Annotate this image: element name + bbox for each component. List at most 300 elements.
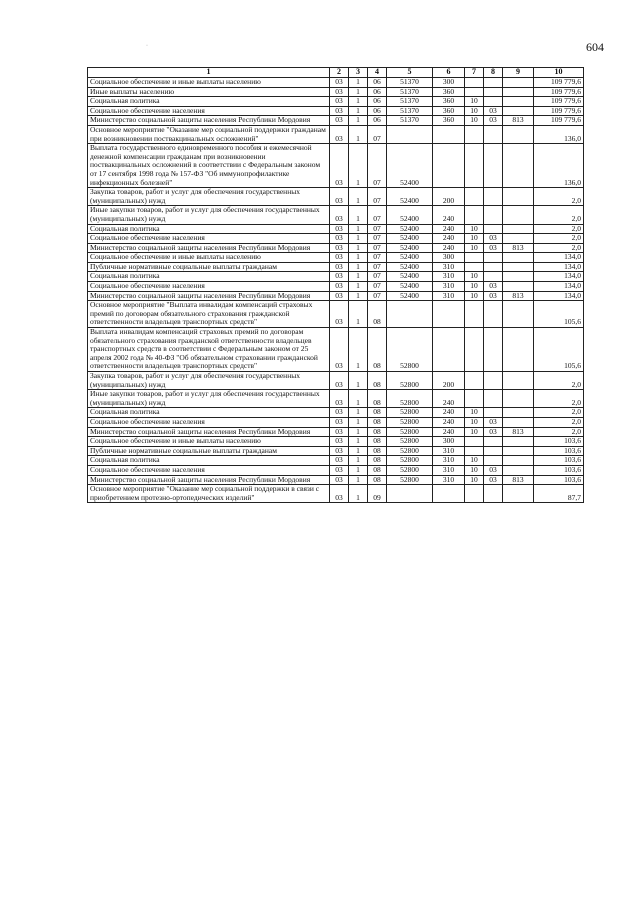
cell-col-9 (503, 437, 534, 447)
budget-table (87, 67, 584, 503)
cell-col-7: 10 (465, 427, 484, 437)
page-number: 604 (586, 40, 604, 54)
cell-col-2: 03 (330, 97, 349, 107)
cell-col-5: 52800 (387, 437, 433, 447)
cell-col-8 (484, 301, 503, 328)
cell-amount: 103,6 (534, 465, 584, 475)
cell-description: Министерство социальной защиты населения Республики Мордовия (88, 116, 330, 126)
cell-col-3: 1 (349, 328, 368, 372)
cell-col-5: 52400 (387, 144, 433, 188)
cell-col-5: 51370 (387, 78, 433, 88)
cell-col-7: 10 (465, 456, 484, 466)
cell-col-6: 360 (433, 116, 465, 126)
cell-col-2: 03 (330, 291, 349, 301)
cell-amount: 2,0 (534, 234, 584, 244)
cell-col-4: 07 (368, 282, 387, 292)
cell-col-3: 1 (349, 116, 368, 126)
cell-col-3: 1 (349, 144, 368, 188)
cell-col-4: 06 (368, 87, 387, 97)
cell-amount: 109 779,6 (534, 87, 584, 97)
cell-col-9 (503, 390, 534, 408)
cell-col-6: 240 (433, 243, 465, 253)
cell-col-2: 03 (330, 224, 349, 234)
cell-col-5: 52800 (387, 446, 433, 456)
cell-col-5: 52800 (387, 427, 433, 437)
cell-amount: 2,0 (534, 427, 584, 437)
cell-col-8 (484, 437, 503, 447)
cell-col-7: 10 (465, 116, 484, 126)
cell-col-3: 1 (349, 106, 368, 116)
cell-col-5: 52800 (387, 372, 433, 390)
cell-col-5: 52400 (387, 253, 433, 263)
cell-description: Министерство социальной защиты населения Республики Мордовия (88, 291, 330, 301)
cell-col-2: 03 (330, 243, 349, 253)
cell-amount: 103,6 (534, 475, 584, 485)
cell-col-7 (465, 372, 484, 390)
cell-col-5: 52800 (387, 475, 433, 485)
cell-col-7: 10 (465, 106, 484, 116)
cell-description: Министерство социальной защиты населения Республики Мордовия (88, 243, 330, 253)
cell-description: Социальная политика (88, 97, 330, 107)
cell-amount: 103,6 (534, 456, 584, 466)
column-header-4: 4 (368, 68, 387, 78)
cell-col-4: 08 (368, 437, 387, 447)
cell-col-2: 03 (330, 485, 349, 503)
cell-description: Социальное обеспечение населения (88, 465, 330, 475)
cell-amount: 109 779,6 (534, 116, 584, 126)
cell-description: Основное мероприятие "Оказание мер социальной поддержки гражданам при возникновении поствакцинальных осложнений" (88, 125, 330, 143)
cell-description: Социальная политика (88, 224, 330, 234)
cell-col-3: 1 (349, 224, 368, 234)
cell-description: Выплата государственного единовременного пособия и ежемесячной денежной компенсации гражданам при возникновении поствакцинальных осложнений в соответствии с Федеральным законом от 17 сентября 1998 года № 157-ФЗ "Об иммунопрофилактике инфекционных болезней" (88, 144, 330, 188)
cell-col-6: 310 (433, 465, 465, 475)
cell-col-2: 03 (330, 253, 349, 263)
table-row (88, 456, 584, 466)
cell-col-5: 52400 (387, 234, 433, 244)
cell-description: Публичные нормативные социальные выплаты гражданам (88, 446, 330, 456)
cell-col-7: 10 (465, 465, 484, 475)
cell-col-6: 310 (433, 282, 465, 292)
cell-amount: 2,0 (534, 243, 584, 253)
cell-col-7: 10 (465, 234, 484, 244)
cell-col-8: 03 (484, 116, 503, 126)
cell-col-4: 08 (368, 372, 387, 390)
cell-col-3: 1 (349, 234, 368, 244)
cell-col-8: 03 (484, 234, 503, 244)
cell-col-5: 52400 (387, 243, 433, 253)
cell-col-8: 03 (484, 106, 503, 116)
cell-col-6: 310 (433, 272, 465, 282)
cell-description: Закупка товаров, работ и услуг для обеспечения государственных (муниципальных) нужд (88, 188, 330, 206)
cell-col-3: 1 (349, 78, 368, 88)
cell-col-7: 10 (465, 97, 484, 107)
cell-col-8 (484, 446, 503, 456)
cell-col-6: 200 (433, 188, 465, 206)
cell-col-8 (484, 485, 503, 503)
cell-col-6: 360 (433, 87, 465, 97)
cell-amount: 134,0 (534, 291, 584, 301)
cell-col-8: 03 (484, 243, 503, 253)
cell-col-3: 1 (349, 417, 368, 427)
cell-description: Выплата инвалидам компенсаций страховых премий по договорам обязательного страхования гражданской ответственности владельцев транспортных средств в соответствии с Федеральным законом от 25 апреля 2002 года № 40-ФЗ "Об обязательном страховании гражданской ответственности владельцев транспортных средств" (88, 328, 330, 372)
column-header-1: 1 (88, 68, 330, 78)
cell-col-7 (465, 188, 484, 206)
cell-col-4: 07 (368, 206, 387, 224)
cell-col-5 (387, 301, 433, 328)
cell-col-4: 08 (368, 456, 387, 466)
cell-col-7: 10 (465, 291, 484, 301)
cell-col-7 (465, 390, 484, 408)
cell-col-4: 08 (368, 408, 387, 418)
column-header-2: 2 (330, 68, 349, 78)
cell-col-4: 07 (368, 291, 387, 301)
table-row (88, 485, 584, 503)
cell-col-9: 813 (503, 116, 534, 126)
cell-col-5: 51370 (387, 106, 433, 116)
cell-description: Социальное обеспечение и иные выплаты населению (88, 78, 330, 88)
cell-description: Основное мероприятие "Выплата инвалидам компенсаций страховых премий по договорам обязательного страхования гражданской ответственности владельцев транспортных средств" (88, 301, 330, 328)
cell-col-4: 07 (368, 125, 387, 143)
table-row (88, 437, 584, 447)
column-header-6: 6 (433, 68, 465, 78)
cell-col-6: 240 (433, 417, 465, 427)
cell-col-6: 300 (433, 253, 465, 263)
cell-col-7: 10 (465, 224, 484, 234)
cell-col-5: 52400 (387, 282, 433, 292)
cell-col-3: 1 (349, 485, 368, 503)
cell-col-2: 03 (330, 106, 349, 116)
cell-col-4: 07 (368, 234, 387, 244)
cell-col-4: 08 (368, 475, 387, 485)
cell-col-6: 200 (433, 372, 465, 390)
cell-col-4: 08 (368, 427, 387, 437)
cell-col-7 (465, 328, 484, 372)
cell-col-9 (503, 417, 534, 427)
cell-amount: 103,6 (534, 446, 584, 456)
cell-amount: 2,0 (534, 224, 584, 234)
cell-col-9 (503, 465, 534, 475)
cell-amount: 2,0 (534, 408, 584, 418)
cell-col-7: 10 (465, 272, 484, 282)
cell-col-9 (503, 87, 534, 97)
cell-description: Социальное обеспечение населения (88, 282, 330, 292)
cell-amount: 134,0 (534, 272, 584, 282)
cell-col-4: 08 (368, 301, 387, 328)
cell-description: Социальное обеспечение и иные выплаты населению (88, 437, 330, 447)
cell-col-3: 1 (349, 97, 368, 107)
cell-col-3: 1 (349, 291, 368, 301)
cell-col-3: 1 (349, 408, 368, 418)
scan-speck: · (146, 43, 148, 49)
cell-col-9 (503, 125, 534, 143)
cell-col-8: 03 (484, 427, 503, 437)
cell-col-7: 10 (465, 475, 484, 485)
cell-col-8: 03 (484, 417, 503, 427)
cell-col-2: 03 (330, 417, 349, 427)
cell-col-7 (465, 301, 484, 328)
cell-col-4: 07 (368, 243, 387, 253)
cell-col-4: 08 (368, 465, 387, 475)
cell-col-8 (484, 372, 503, 390)
table-row (88, 465, 584, 475)
cell-col-6: 310 (433, 446, 465, 456)
cell-col-2: 03 (330, 125, 349, 143)
cell-col-5: 52800 (387, 328, 433, 372)
column-header-10: 10 (534, 68, 584, 78)
cell-col-9: 813 (503, 427, 534, 437)
cell-col-4: 07 (368, 188, 387, 206)
cell-description: Социальная политика (88, 456, 330, 466)
cell-col-4: 07 (368, 224, 387, 234)
cell-description: Социальное обеспечение населения (88, 106, 330, 116)
cell-col-3: 1 (349, 465, 368, 475)
cell-col-8 (484, 125, 503, 143)
cell-col-2: 03 (330, 282, 349, 292)
table-row (88, 206, 584, 224)
cell-amount: 109 779,6 (534, 78, 584, 88)
cell-col-6: 360 (433, 106, 465, 116)
cell-col-2: 03 (330, 427, 349, 437)
cell-amount: 134,0 (534, 282, 584, 292)
column-header-3: 3 (349, 68, 368, 78)
cell-col-7 (465, 206, 484, 224)
cell-col-6: 240 (433, 224, 465, 234)
cell-amount: 87,7 (534, 485, 584, 503)
table-row (88, 253, 584, 263)
cell-col-4: 06 (368, 106, 387, 116)
cell-col-6: 300 (433, 78, 465, 88)
table-row (88, 328, 584, 372)
cell-col-8: 03 (484, 291, 503, 301)
cell-col-5: 51370 (387, 116, 433, 126)
cell-description: Иные закупки товаров, работ и услуг для обеспечения государственных (муниципальных) нужд (88, 390, 330, 408)
cell-col-6: 310 (433, 291, 465, 301)
cell-description: Министерство социальной защиты населения Республики Мордовия (88, 475, 330, 485)
cell-col-9 (503, 253, 534, 263)
cell-col-8 (484, 188, 503, 206)
cell-amount: 136,0 (534, 125, 584, 143)
cell-col-7: 10 (465, 243, 484, 253)
cell-col-3: 1 (349, 301, 368, 328)
cell-amount: 134,0 (534, 253, 584, 263)
cell-col-2: 03 (330, 188, 349, 206)
cell-col-2: 03 (330, 456, 349, 466)
header-row (88, 68, 584, 78)
cell-col-9: 813 (503, 291, 534, 301)
cell-col-2: 03 (330, 437, 349, 447)
cell-col-4: 07 (368, 253, 387, 263)
cell-description: Закупка товаров, работ и услуг для обеспечения государственных (муниципальных) нужд (88, 372, 330, 390)
cell-col-9 (503, 234, 534, 244)
cell-col-8 (484, 206, 503, 224)
cell-col-5: 52800 (387, 456, 433, 466)
cell-col-8 (484, 97, 503, 107)
cell-col-3: 1 (349, 243, 368, 253)
cell-col-9 (503, 456, 534, 466)
cell-col-8: 03 (484, 475, 503, 485)
cell-col-9 (503, 372, 534, 390)
table-row (88, 417, 584, 427)
cell-col-2: 03 (330, 272, 349, 282)
cell-col-7: 10 (465, 282, 484, 292)
cell-col-2: 03 (330, 408, 349, 418)
cell-col-9 (503, 485, 534, 503)
cell-col-6: 240 (433, 234, 465, 244)
cell-col-9 (503, 272, 534, 282)
cell-col-2: 03 (330, 328, 349, 372)
cell-col-4: 06 (368, 78, 387, 88)
cell-col-9 (503, 408, 534, 418)
cell-col-3: 1 (349, 206, 368, 224)
cell-col-3: 1 (349, 253, 368, 263)
table-row (88, 97, 584, 107)
cell-description: Социальное обеспечение и иные выплаты населению (88, 253, 330, 263)
cell-col-3: 1 (349, 446, 368, 456)
cell-col-9 (503, 224, 534, 234)
cell-col-5: 52400 (387, 224, 433, 234)
table-row (88, 78, 584, 88)
cell-col-5: 52400 (387, 188, 433, 206)
cell-col-5: 52800 (387, 465, 433, 475)
cell-col-2: 03 (330, 144, 349, 188)
cell-col-9 (503, 262, 534, 272)
cell-col-6: 240 (433, 390, 465, 408)
cell-amount: 134,0 (534, 262, 584, 272)
cell-col-5: 52400 (387, 206, 433, 224)
table-row (88, 188, 584, 206)
cell-col-2: 03 (330, 206, 349, 224)
cell-col-9 (503, 188, 534, 206)
cell-description: Социальное обеспечение населения (88, 234, 330, 244)
cell-description: Публичные нормативные социальные выплаты гражданам (88, 262, 330, 272)
column-header-5: 5 (387, 68, 433, 78)
cell-col-9 (503, 78, 534, 88)
cell-col-9 (503, 206, 534, 224)
cell-description: Иные выплаты населению (88, 87, 330, 97)
cell-col-3: 1 (349, 125, 368, 143)
cell-col-7 (465, 125, 484, 143)
cell-col-9 (503, 282, 534, 292)
table-row (88, 372, 584, 390)
cell-col-5: 52400 (387, 272, 433, 282)
cell-col-6 (433, 125, 465, 143)
cell-col-8 (484, 87, 503, 97)
table-row (88, 144, 584, 188)
cell-col-7 (465, 144, 484, 188)
cell-col-3: 1 (349, 437, 368, 447)
cell-col-2: 03 (330, 390, 349, 408)
cell-col-2: 03 (330, 116, 349, 126)
cell-col-2: 03 (330, 465, 349, 475)
cell-col-6: 240 (433, 206, 465, 224)
cell-col-3: 1 (349, 282, 368, 292)
cell-col-8 (484, 456, 503, 466)
cell-col-6: 300 (433, 437, 465, 447)
cell-description: Социальная политика (88, 272, 330, 282)
cell-col-8 (484, 262, 503, 272)
cell-col-8 (484, 328, 503, 372)
cell-col-8 (484, 390, 503, 408)
cell-col-7: 10 (465, 408, 484, 418)
cell-col-3: 1 (349, 427, 368, 437)
cell-col-4: 07 (368, 262, 387, 272)
cell-col-3: 1 (349, 390, 368, 408)
cell-col-9 (503, 446, 534, 456)
cell-amount: 2,0 (534, 372, 584, 390)
cell-col-2: 03 (330, 78, 349, 88)
cell-col-2: 03 (330, 475, 349, 485)
cell-amount: 2,0 (534, 417, 584, 427)
cell-col-9 (503, 328, 534, 372)
cell-col-4: 08 (368, 390, 387, 408)
cell-col-3: 1 (349, 475, 368, 485)
cell-col-3: 1 (349, 272, 368, 282)
cell-col-2: 03 (330, 301, 349, 328)
cell-description: Министерство социальной защиты населения Республики Мордовия (88, 427, 330, 437)
cell-col-6: 240 (433, 408, 465, 418)
table-row (88, 390, 584, 408)
cell-col-6: 310 (433, 456, 465, 466)
table-row (88, 282, 584, 292)
cell-col-2: 03 (330, 262, 349, 272)
cell-col-4: 06 (368, 97, 387, 107)
cell-col-3: 1 (349, 456, 368, 466)
cell-col-9 (503, 301, 534, 328)
table-body (88, 78, 584, 503)
cell-col-6: 240 (433, 427, 465, 437)
cell-col-3: 1 (349, 262, 368, 272)
cell-col-9: 813 (503, 475, 534, 485)
table-row (88, 301, 584, 328)
cell-col-8 (484, 78, 503, 88)
cell-col-5: 52800 (387, 408, 433, 418)
cell-col-7: 10 (465, 417, 484, 427)
cell-amount: 2,0 (534, 390, 584, 408)
table-row (88, 125, 584, 143)
cell-col-5: 52800 (387, 390, 433, 408)
cell-col-4: 07 (368, 144, 387, 188)
cell-col-7 (465, 78, 484, 88)
cell-col-3: 1 (349, 372, 368, 390)
cell-col-9 (503, 97, 534, 107)
cell-col-6: 310 (433, 262, 465, 272)
cell-col-3: 1 (349, 87, 368, 97)
cell-col-4: 06 (368, 116, 387, 126)
cell-col-5 (387, 485, 433, 503)
cell-col-2: 03 (330, 446, 349, 456)
cell-col-9: 813 (503, 243, 534, 253)
cell-col-6 (433, 328, 465, 372)
column-header-7: 7 (465, 68, 484, 78)
cell-description: Основное мероприятие "Оказание мер социальной поддержки в связи с приобретением протезно-ортопедических изделий" (88, 485, 330, 503)
cell-col-5 (387, 125, 433, 143)
cell-amount: 109 779,6 (534, 106, 584, 116)
cell-col-5: 52400 (387, 262, 433, 272)
cell-amount: 109 779,6 (534, 97, 584, 107)
column-header-9: 9 (503, 68, 534, 78)
cell-col-6 (433, 144, 465, 188)
cell-col-8: 03 (484, 282, 503, 292)
cell-amount: 105,6 (534, 301, 584, 328)
cell-col-4: 08 (368, 446, 387, 456)
cell-col-6 (433, 301, 465, 328)
cell-amount: 103,6 (534, 437, 584, 447)
cell-col-2: 03 (330, 87, 349, 97)
cell-amount: 2,0 (534, 188, 584, 206)
cell-col-2: 03 (330, 372, 349, 390)
column-header-8: 8 (484, 68, 503, 78)
cell-col-6: 310 (433, 475, 465, 485)
